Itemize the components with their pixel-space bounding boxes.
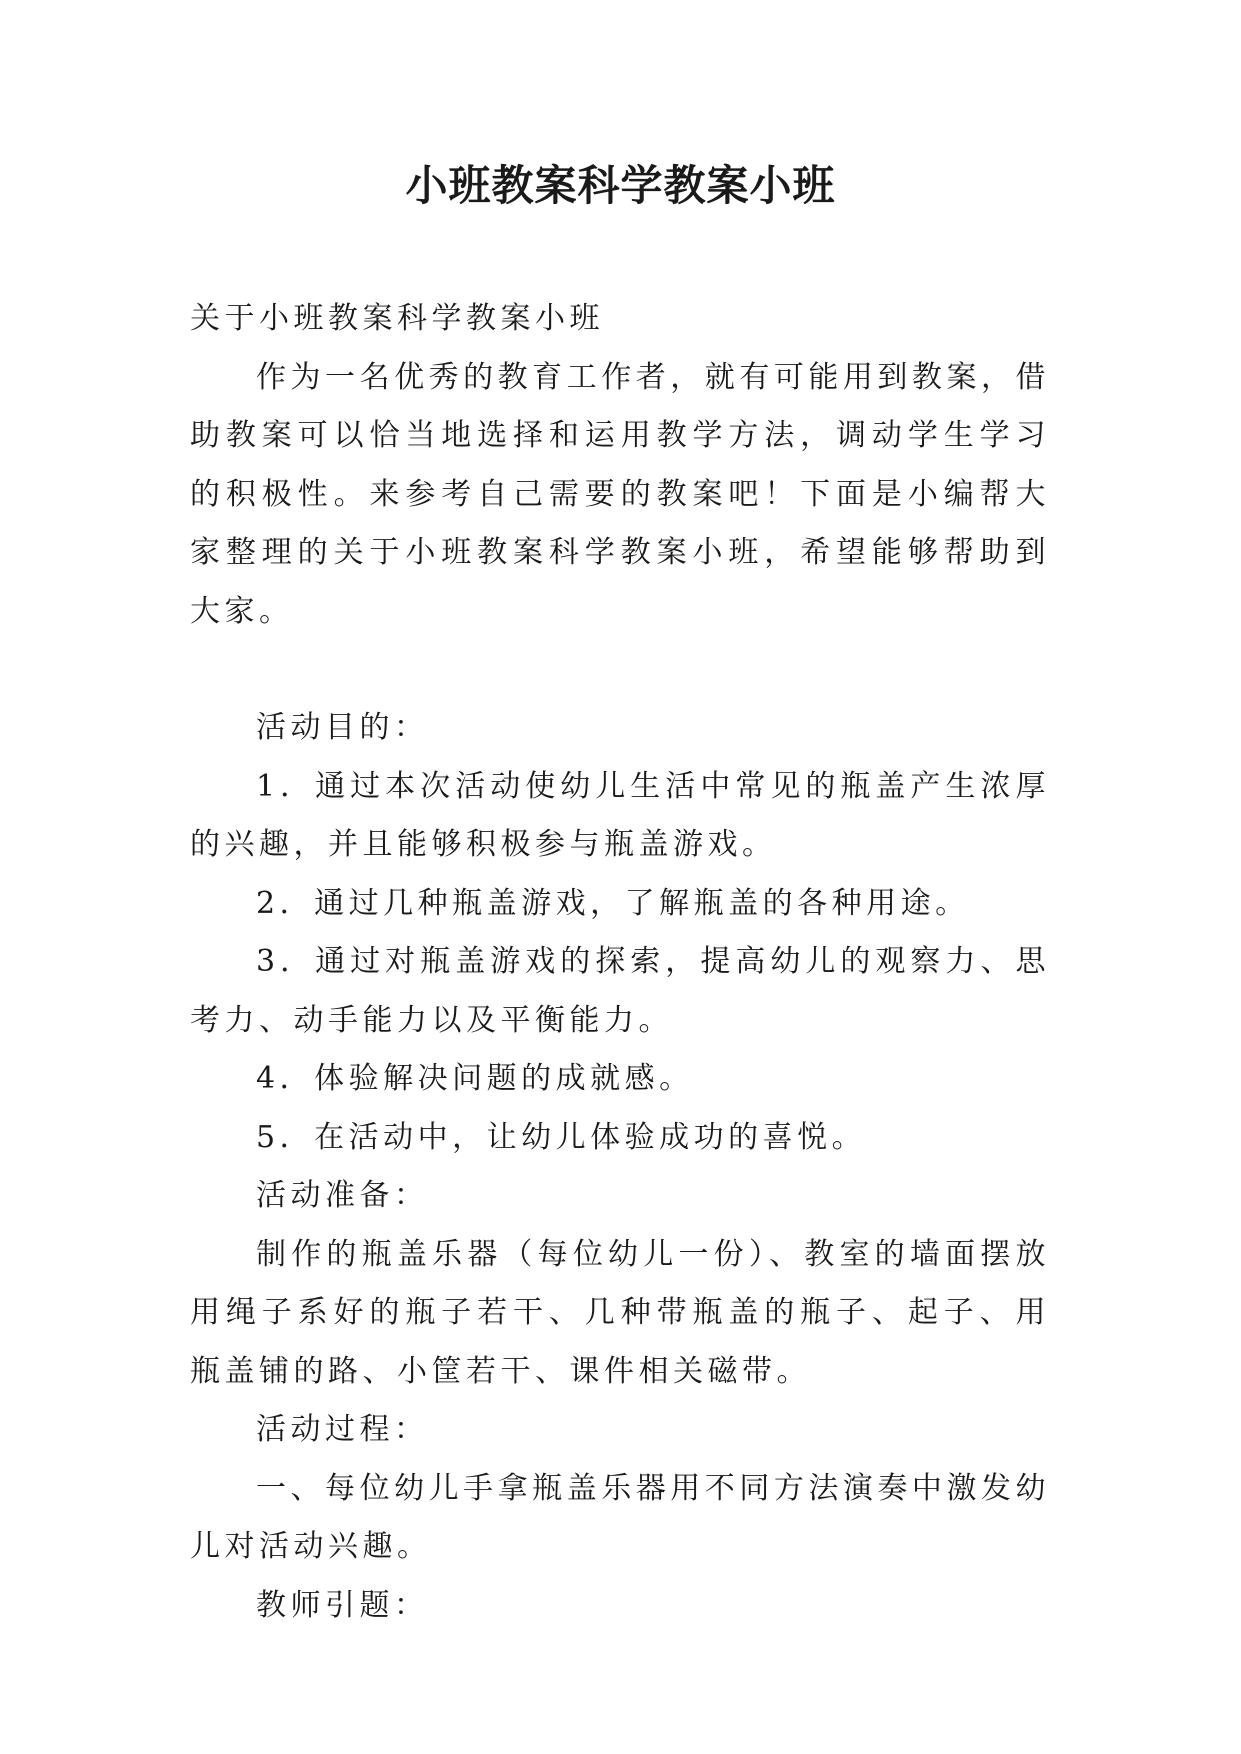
document-body [190, 290, 1050, 1635]
list-item-goal-2: 2．通过几种瓶盖游戏，了解瓶盖的各种用途。 [256, 885, 970, 921]
paragraph-teacher-intro: 教师引题： [256, 1587, 429, 1623]
paragraph-spacer [190, 641, 1050, 699]
list-item-goal-4: 4．体验解决问题的成就感。 [256, 1061, 694, 1096]
section-heading-preparation: 活动准备： [256, 1178, 429, 1213]
document-title: 小班教案科学教案小班 [405, 161, 836, 210]
list-item-goal-1: 1．通过本次活动使幼儿生活中常见的瓶盖产生浓厚的兴趣，并且能够积极参与瓶盖游戏。 [190, 768, 1050, 862]
paragraph-intro: 作为一名优秀的教育工作者，就有可能用到教案，借助教案可以恰当地选择和运用教学方法，调动学生学习的积极性。来参考自己需要的教案吧！下面是小编帮大家整理的关于小班教案科学教案小班，希望能够帮助到大家。 [190, 359, 1050, 629]
paragraph-process-step-1: 一、每位幼儿手拿瓶盖乐器用不同方法演奏中激发幼儿对活动兴趣。 [190, 1470, 1050, 1564]
list-item-goal-3: 3．通过对瓶盖游戏的探索，提高幼儿的观察力、思考力、动手能力以及平衡能力。 [190, 944, 1050, 1038]
paragraph-intro-heading: 关于小班教案科学教案小班 [190, 301, 604, 336]
list-item-goal-5: 5．在活动中，让幼儿体验成功的喜悦。 [256, 1119, 867, 1155]
section-heading-process: 活动过程： [256, 1412, 429, 1447]
section-heading-goals: 活动目的： [256, 710, 429, 745]
paragraph-preparation: 制作的瓶盖乐器（每位幼儿一份）、教室的墙面摆放用绳子系好的瓶子若干、几种带瓶盖的瓶子、起子、用瓶盖铺的路、小筐若干、课件相关磁带。 [190, 1236, 1050, 1389]
